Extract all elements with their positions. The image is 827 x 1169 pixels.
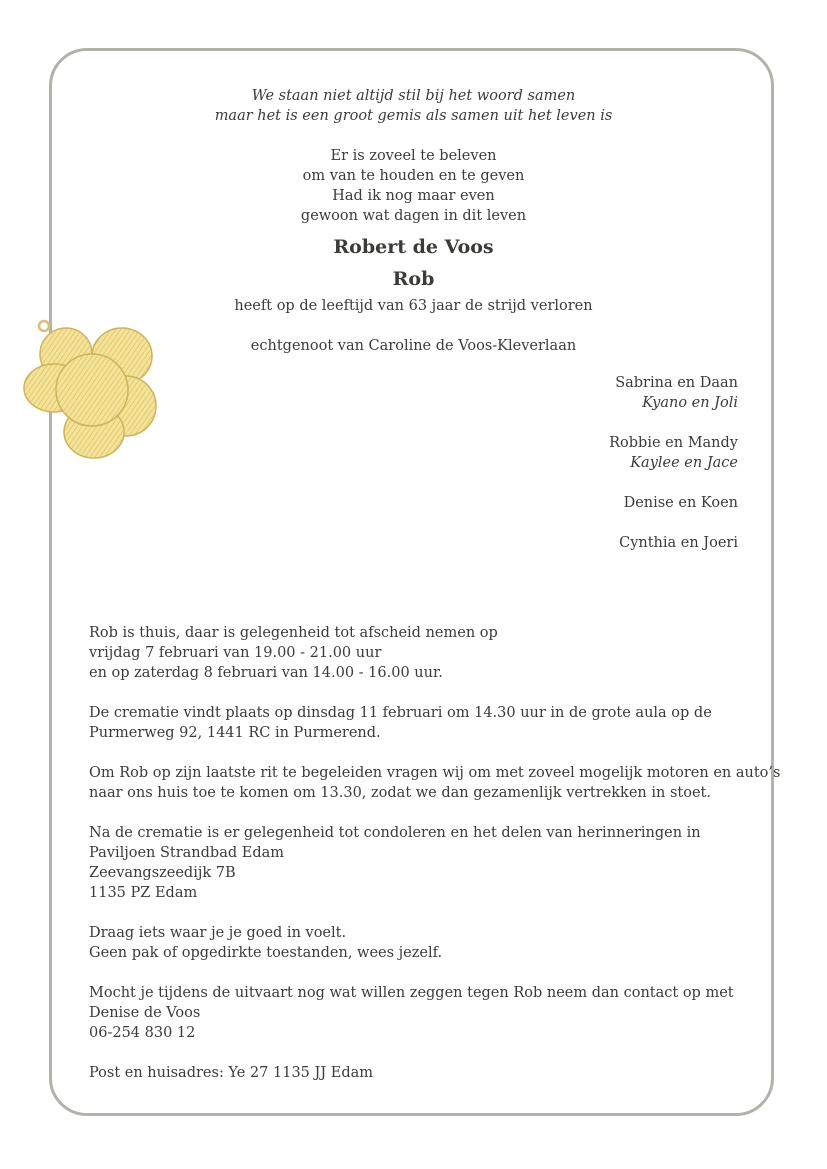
family-couple: Denise en Koen	[623, 495, 738, 511]
body-line: 1135 PZ Edam	[89, 885, 198, 901]
body-line: Purmerweg 92, 1441 RC in Purmerend.	[89, 725, 381, 741]
poem	[100, 146, 727, 226]
body-line: naar ons huis toe te komen om 13.30, zodat we dan gezamenlijk vertrekken in stoet.	[89, 785, 711, 801]
family-group	[438, 493, 738, 513]
body-line: Rob is thuis, daar is gelegenheid tot afscheid nemen op	[89, 625, 498, 641]
family-group	[438, 373, 738, 413]
paragraph-condolences	[89, 823, 749, 903]
poem-line: Had ik nog maar even	[332, 188, 495, 204]
family-children: Kaylee en Jace	[630, 455, 738, 471]
opening-quote	[100, 86, 727, 126]
paragraph-visitation	[89, 623, 749, 683]
paragraph-address	[89, 1063, 749, 1083]
body-line: Om Rob op zijn laatste rit te begeleiden vragen wij om met zoveel mogelijk motoren en auto’s	[89, 765, 781, 781]
body-line: vrijdag 7 februari van 19.00 - 21.00 uur	[89, 645, 382, 661]
deceased-name: Robert de Voos	[333, 236, 494, 258]
poem-line: gewoon wat dagen in dit leven	[300, 208, 527, 224]
body-line: Mocht je tijdens de uitvaart nog wat willen zeggen tegen Rob neem dan contact op met	[89, 985, 734, 1001]
quote-line: maar het is een groot gemis als samen uit het leven is	[214, 108, 613, 124]
body-line: Geen pak of opgedirkte toestanden, wees jezelf.	[89, 945, 443, 961]
body-line: Denise de Voos	[89, 1005, 201, 1021]
body-line: en op zaterdag 8 februari van 14.00 - 16.00 uur.	[89, 665, 443, 681]
announcement-body	[89, 623, 781, 1103]
body-line: 06-254 830 12	[89, 1025, 196, 1041]
spouse-line: echtgenoot van Caroline de Voos-Kleverlaan	[250, 338, 577, 354]
family-couple: Cynthia en Joeri	[619, 535, 738, 551]
paragraph-procession	[89, 763, 781, 803]
paragraph-contact	[89, 983, 749, 1043]
family-group	[438, 433, 738, 473]
family-couple: Robbie en Mandy	[609, 435, 738, 451]
body-line: Zeevangszeedijk 7B	[89, 865, 236, 881]
quote-line: We staan niet altijd stil bij het woord samen	[251, 88, 576, 104]
body-line: Draag iets waar je je goed in voelt.	[89, 925, 347, 941]
poem-line: om van te houden en te geven	[302, 168, 525, 184]
deceased-nickname: Rob	[392, 268, 435, 290]
body-line: Paviljoen Strandbad Edam	[89, 845, 285, 861]
poem-line: Er is zoveel te beleven	[330, 148, 497, 164]
family-children: Kyano en Joli	[642, 395, 738, 411]
body-line: De crematie vindt plaats op dinsdag 11 februari om 14.30 uur in de grote aula op de	[89, 705, 712, 721]
paragraph-cremation	[89, 703, 749, 743]
body-line: Post en huisadres: Ye 27 1135 JJ Edam	[89, 1065, 374, 1081]
age-line: heeft op de leeftijd van 63 jaar de strijd verloren	[234, 298, 593, 314]
body-line: Na de crematie is er gelegenheid tot condoleren en het delen van herinneringen in	[89, 825, 701, 841]
family-couple: Sabrina en Daan	[615, 375, 738, 391]
family-group	[438, 533, 738, 553]
paragraph-dresscode	[89, 923, 749, 963]
